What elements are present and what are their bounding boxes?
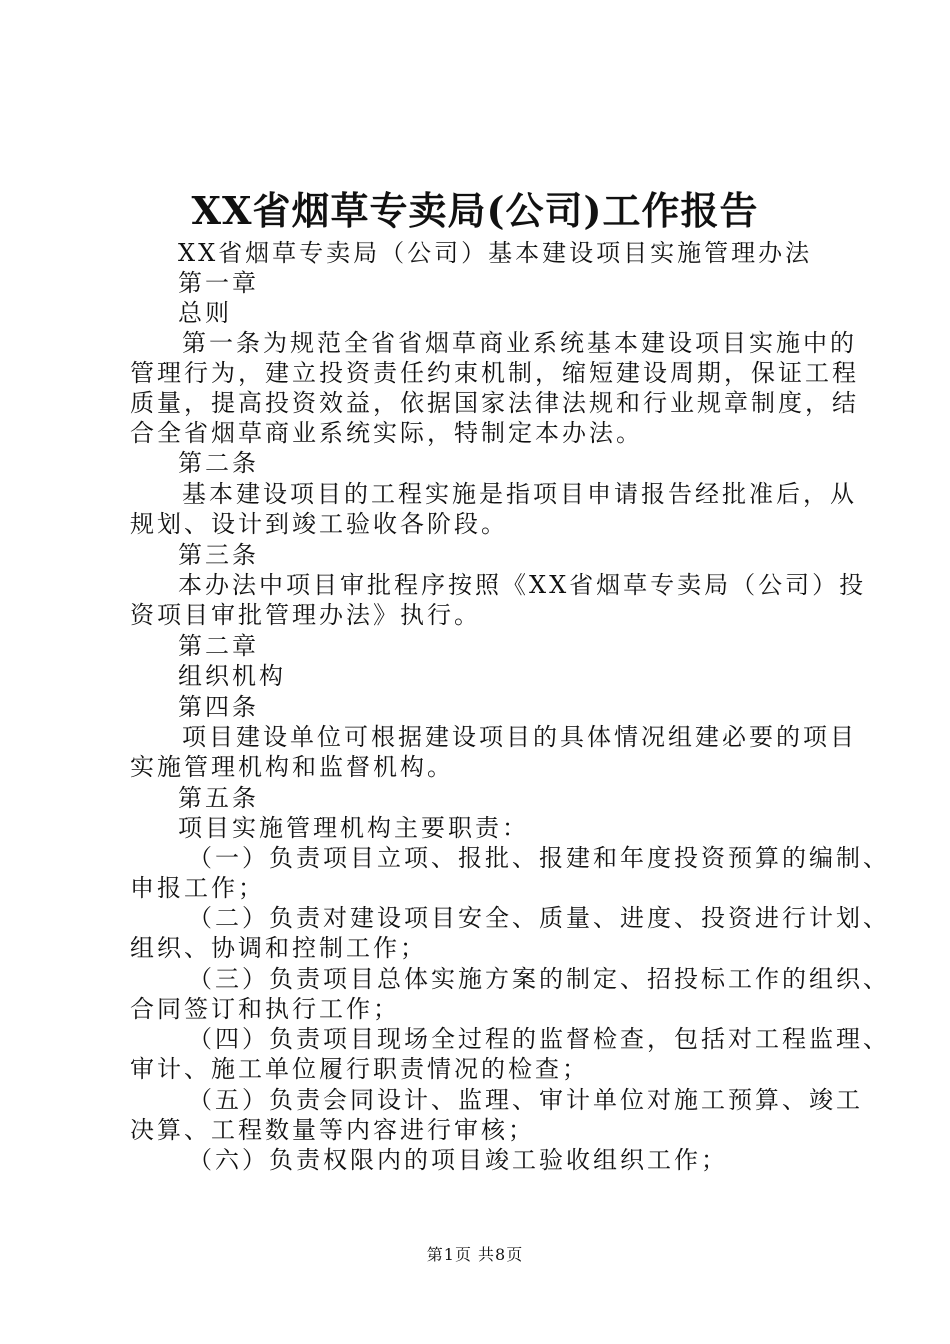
body-line: 组织机构 [178, 662, 286, 690]
body-line: 资项目审批管理办法》执行。 [130, 601, 481, 629]
body-line: 项目建设单位可根据建设项目的具体情况组建必要的项目 [182, 723, 857, 751]
body-line: XX省烟草专卖局（公司）基本建设项目实施管理办法 [178, 239, 813, 267]
body-line: 第四条 [178, 693, 259, 721]
body-line: 组织、协调和控制工作； [130, 934, 427, 962]
body-line: 质量，提高投资效益，依据国家法律法规和行业规章制度，结 [130, 389, 859, 417]
body-line: 合同签订和执行工作； [130, 995, 400, 1023]
body-line: （二）负责对建设项目安全、质量、进度、投资进行计划、 [188, 904, 890, 932]
body-line: （五）负责会同设计、监理、审计单位对施工预算、竣工 [188, 1086, 863, 1114]
body-line: 第二条 [178, 449, 259, 477]
body-line: 审计、施工单位履行职责情况的检查； [130, 1055, 589, 1083]
body-line: 第二章 [178, 632, 259, 660]
page-footer: 第1页 共8页 [426, 1245, 524, 1264]
body-line: 第三条 [178, 541, 259, 569]
body-line: （三）负责项目总体实施方案的制定、招投标工作的组织、 [188, 965, 890, 993]
body-line: （四）负责项目现场全过程的监督检查，包括对工程监理、 [188, 1025, 890, 1053]
body-line: 申报工作； [130, 874, 265, 902]
body-line: 项目实施管理机构主要职责： [178, 814, 529, 842]
body-line: 决算、工程数量等内容进行审核； [130, 1116, 535, 1144]
body-line: 基本建设项目的工程实施是指项目申请报告经批准后，从 [182, 480, 857, 508]
body-line: （一）负责项目立项、报批、报建和年度投资预算的编制、 [188, 844, 890, 872]
body-line: 总则 [178, 299, 232, 327]
body-line: 第一条为规范全省省烟草商业系统基本建设项目实施中的 [182, 329, 857, 357]
body-line: 第五条 [178, 784, 259, 812]
body-line: 第一章 [178, 269, 259, 297]
body-line: 合全省烟草商业系统实际，特制定本办法。 [130, 419, 643, 447]
document-title: XX省烟草专卖局(公司)工作报告 [191, 188, 759, 233]
body-line: 规划、设计到竣工验收各阶段。 [130, 510, 508, 538]
body-line: 本办法中项目审批程序按照《XX省烟草专卖局（公司）投 [178, 571, 867, 599]
body-line: （六）负责权限内的项目竣工验收组织工作； [188, 1146, 728, 1174]
body-line: 实施管理机构和监督机构。 [130, 753, 454, 781]
body-line: 管理行为，建立投资责任约束机制，缩短建设周期，保证工程 [130, 359, 859, 387]
